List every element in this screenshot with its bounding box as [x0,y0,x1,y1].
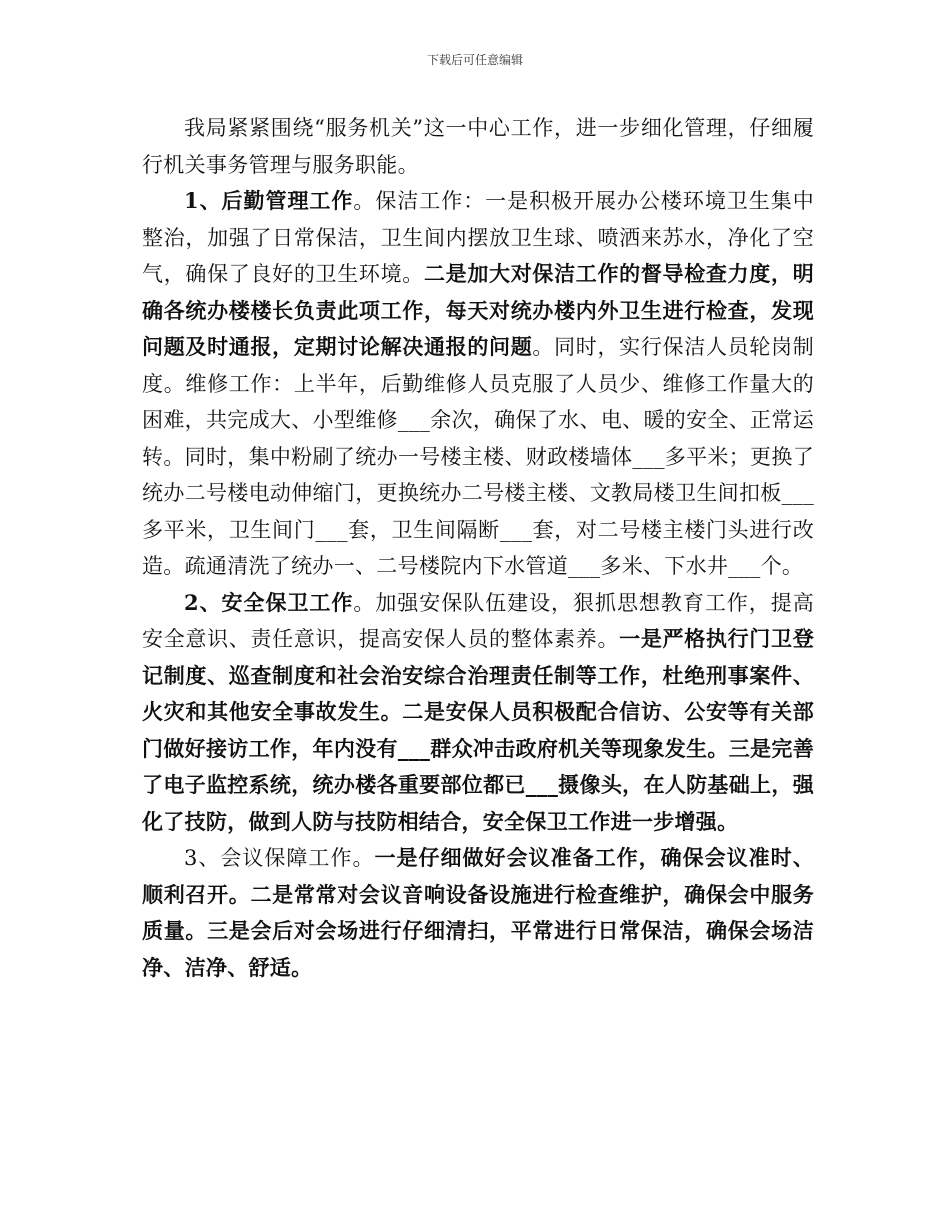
section-heading-logistics: 1、后勤管理工作 [184,188,354,213]
paragraph-meetings [142,840,814,986]
paragraph-emphasis: 二是加大对保洁工作的督导检查力度，明确各统办楼楼长负责此项工作，每天对统办楼内外卫生进行检查，发现问题及时通报，定期讨论解决通报的问题 [142,261,814,359]
paragraph-text: 。同时，实行保洁人员轮岗制度。维修工作：上半年，后勤维修人员克服了人员少、维修工作量大的困难，共完成大、小型维修___余次，确保了水、电、暖的安全、正常运转。同时，集中粉刷了统办一号楼主楼、财政楼墙体___多平米；更换了统办二号楼电动伸缩门，更换统办二号楼主楼、文教局楼卫生间扣板___多平米，卫生间门___套，卫生间隔断___套，对二号楼主楼门头进行改造。疏通清洗了统办一、二号楼院内下水管道___多米、下水井___个。 [142,335,814,578]
paragraph-emphasis: 一是仔细做好会议准备工作，确保会议准时、顺利召开。二是常常对会议音响设备设施进行检查维护，确保会中服务质量。三是会后对会场进行仔细清扫，平常进行日常保洁，确保会场洁净、洁净、舒适。 [142,845,814,980]
paragraph-logistics [142,183,814,585]
section-heading-security: 2、安全保卫工作 [184,589,354,615]
paragraph-intro [142,110,814,183]
section-heading-meetings: 3、会议保障工作。 [184,846,375,870]
paragraph-emphasis: 一是严格执行门卫登记制度、巡查制度和社会治安综合治理责任制等工作，杜绝刑事案件、火灾和其他安全事故发生。二是安保人员积极配合信访、公安等有关部门做好接访工作，年内没有___群众冲击政府机关等现象发生。三是完善了电子监控系统，统办楼各重要部位都已___摄像头，在人防基础上，强化了技防，做到人防与技防相结合，安全保卫工作进一步增强。 [142,626,814,834]
paragraph-text: 。保洁工作：一是积极开展办公楼环境卫生集中整治，加强了日常保洁，卫生间内摆放卫生球、喷洒来苏水，净化了空气，确保了良好的卫生环境。 [142,189,814,286]
page-header: 下载后可任意编辑 [426,53,523,67]
paragraph-text: 我局紧紧围绕“服务机关”这一中心工作，进一步细化管理，仔细履行机关事务管理与服务职能。 [142,116,814,177]
paragraph-text: 。加强安保队伍建设，狠抓思想教育工作，提高安全意识、责任意识，提高安保人员的整体素养。 [142,590,814,651]
document-body [142,110,814,986]
paragraph-security [142,585,814,841]
